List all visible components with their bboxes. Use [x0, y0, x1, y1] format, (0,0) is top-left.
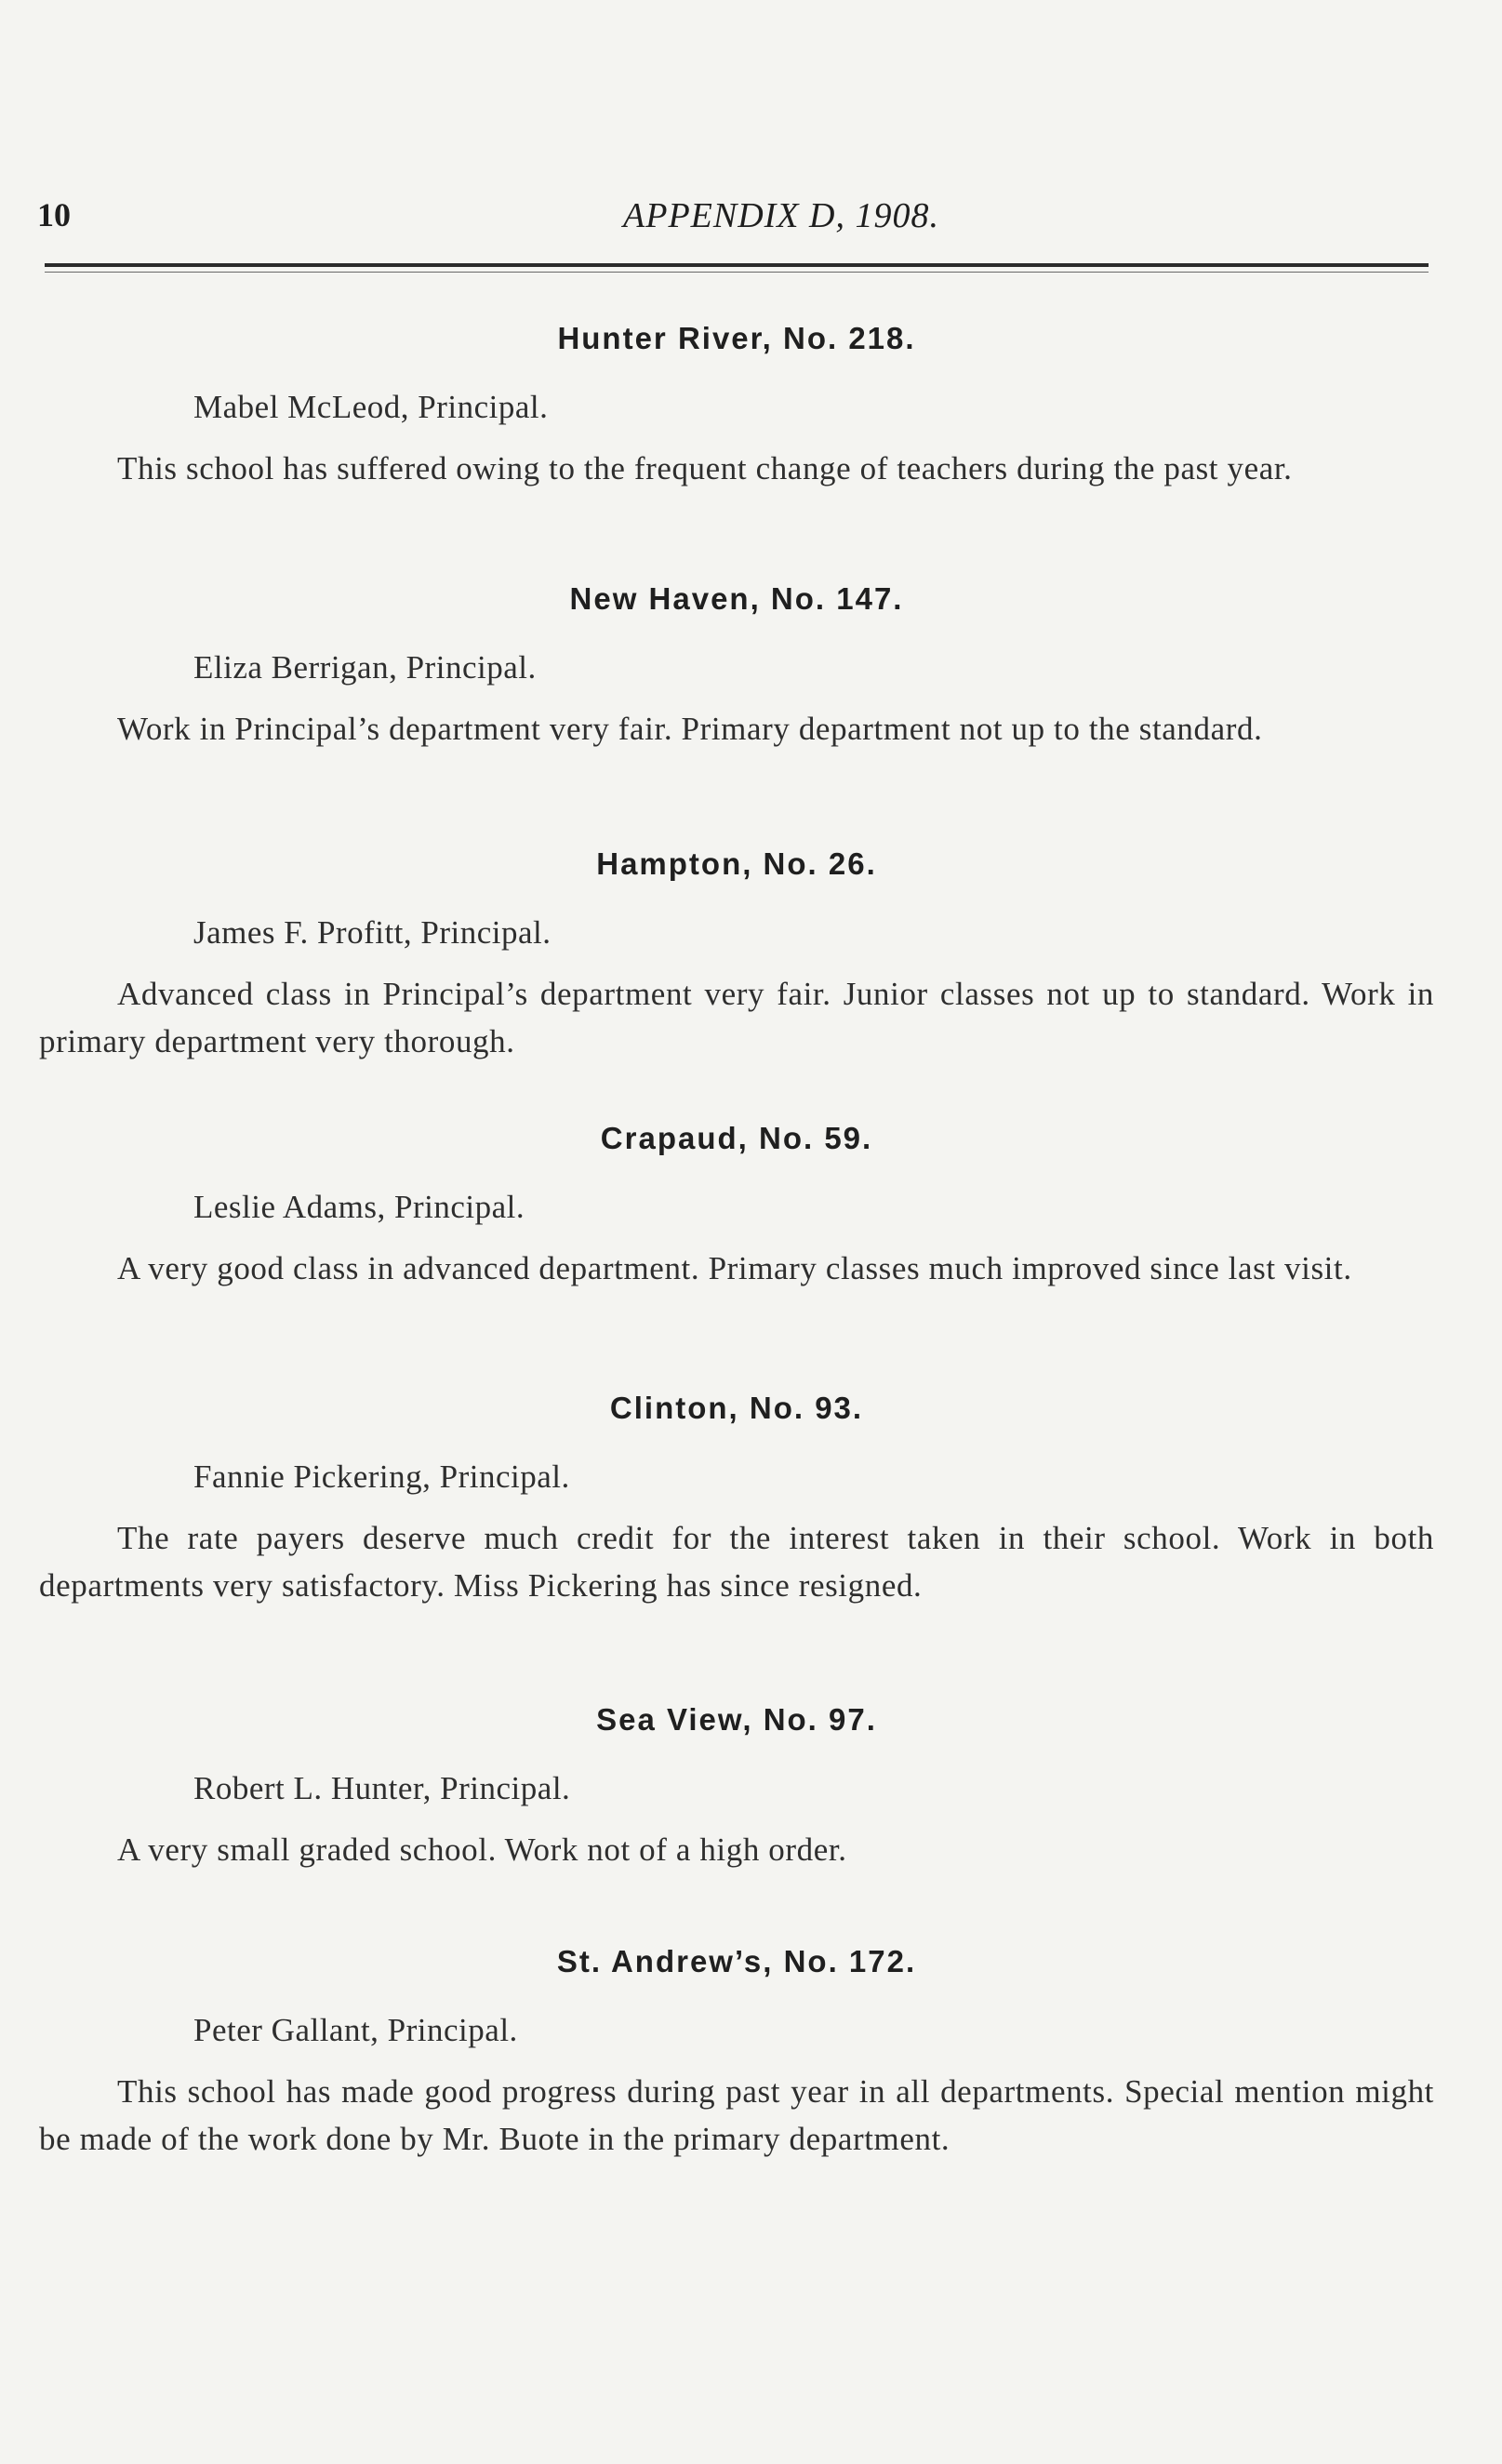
school-section — [39, 1386, 1434, 1609]
school-report: A very small graded school. Work not of a high order. — [117, 1831, 847, 1868]
header-rule — [45, 263, 1429, 267]
running-head — [37, 195, 1432, 251]
page-number: 10 — [37, 196, 71, 233]
school-report: The rate payers deserve much credit for the interest taken in their school. Work in both departments very satisfactory. Miss Pickering has since resigned. — [39, 1520, 1434, 1604]
school-report: A very good class in advanced department. Primary classes much improved since last visit. — [117, 1250, 1352, 1286]
principal-name: Mabel McLeod, Principal. — [193, 389, 549, 425]
school-heading: St. Andrew’s, No. 172. — [556, 1944, 917, 1978]
school-heading: Hampton, No. 26. — [596, 846, 877, 881]
school-report: This school has suffered owing to the frequent change of teachers during the past year. — [117, 450, 1293, 486]
principal-name: Leslie Adams, Principal. — [193, 1189, 525, 1225]
running-title: APPENDIX D, 1908. — [623, 196, 939, 235]
principal-name: James F. Profitt, Principal. — [193, 914, 552, 951]
school-report: Work in Principal’s department very fair. Primary department not up to the standard. — [117, 711, 1263, 747]
school-heading: Crapaud, No. 59. — [600, 1121, 873, 1155]
school-heading: New Haven, No. 147. — [569, 581, 904, 616]
school-section — [39, 842, 1434, 1065]
school-heading: Clinton, No. 93. — [609, 1391, 864, 1425]
school-report: Advanced class in Principal’s department very fair. Junior classes not up to standard. Work in primary department very thorough. — [39, 976, 1434, 1059]
school-report: This school has made good progress during past year in all departments. Special mention might be made of the work done by Mr. Buote in the primary department. — [39, 2073, 1434, 2157]
school-heading: Sea View, No. 97. — [596, 1702, 877, 1737]
principal-name: Fannie Pickering, Principal. — [193, 1458, 570, 1495]
principal-name: Peter Gallant, Principal. — [193, 2012, 518, 2048]
school-heading: Hunter River, No. 218. — [557, 321, 916, 355]
principal-name: Robert L. Hunter, Principal. — [193, 1770, 571, 1806]
header-rule-thin — [45, 272, 1429, 273]
school-section — [39, 1116, 1434, 1292]
school-section — [39, 1939, 1434, 2163]
school-section — [39, 316, 1434, 492]
school-section — [39, 1698, 1434, 1873]
school-section — [39, 577, 1434, 753]
principal-name: Eliza Berrigan, Principal. — [193, 649, 537, 686]
